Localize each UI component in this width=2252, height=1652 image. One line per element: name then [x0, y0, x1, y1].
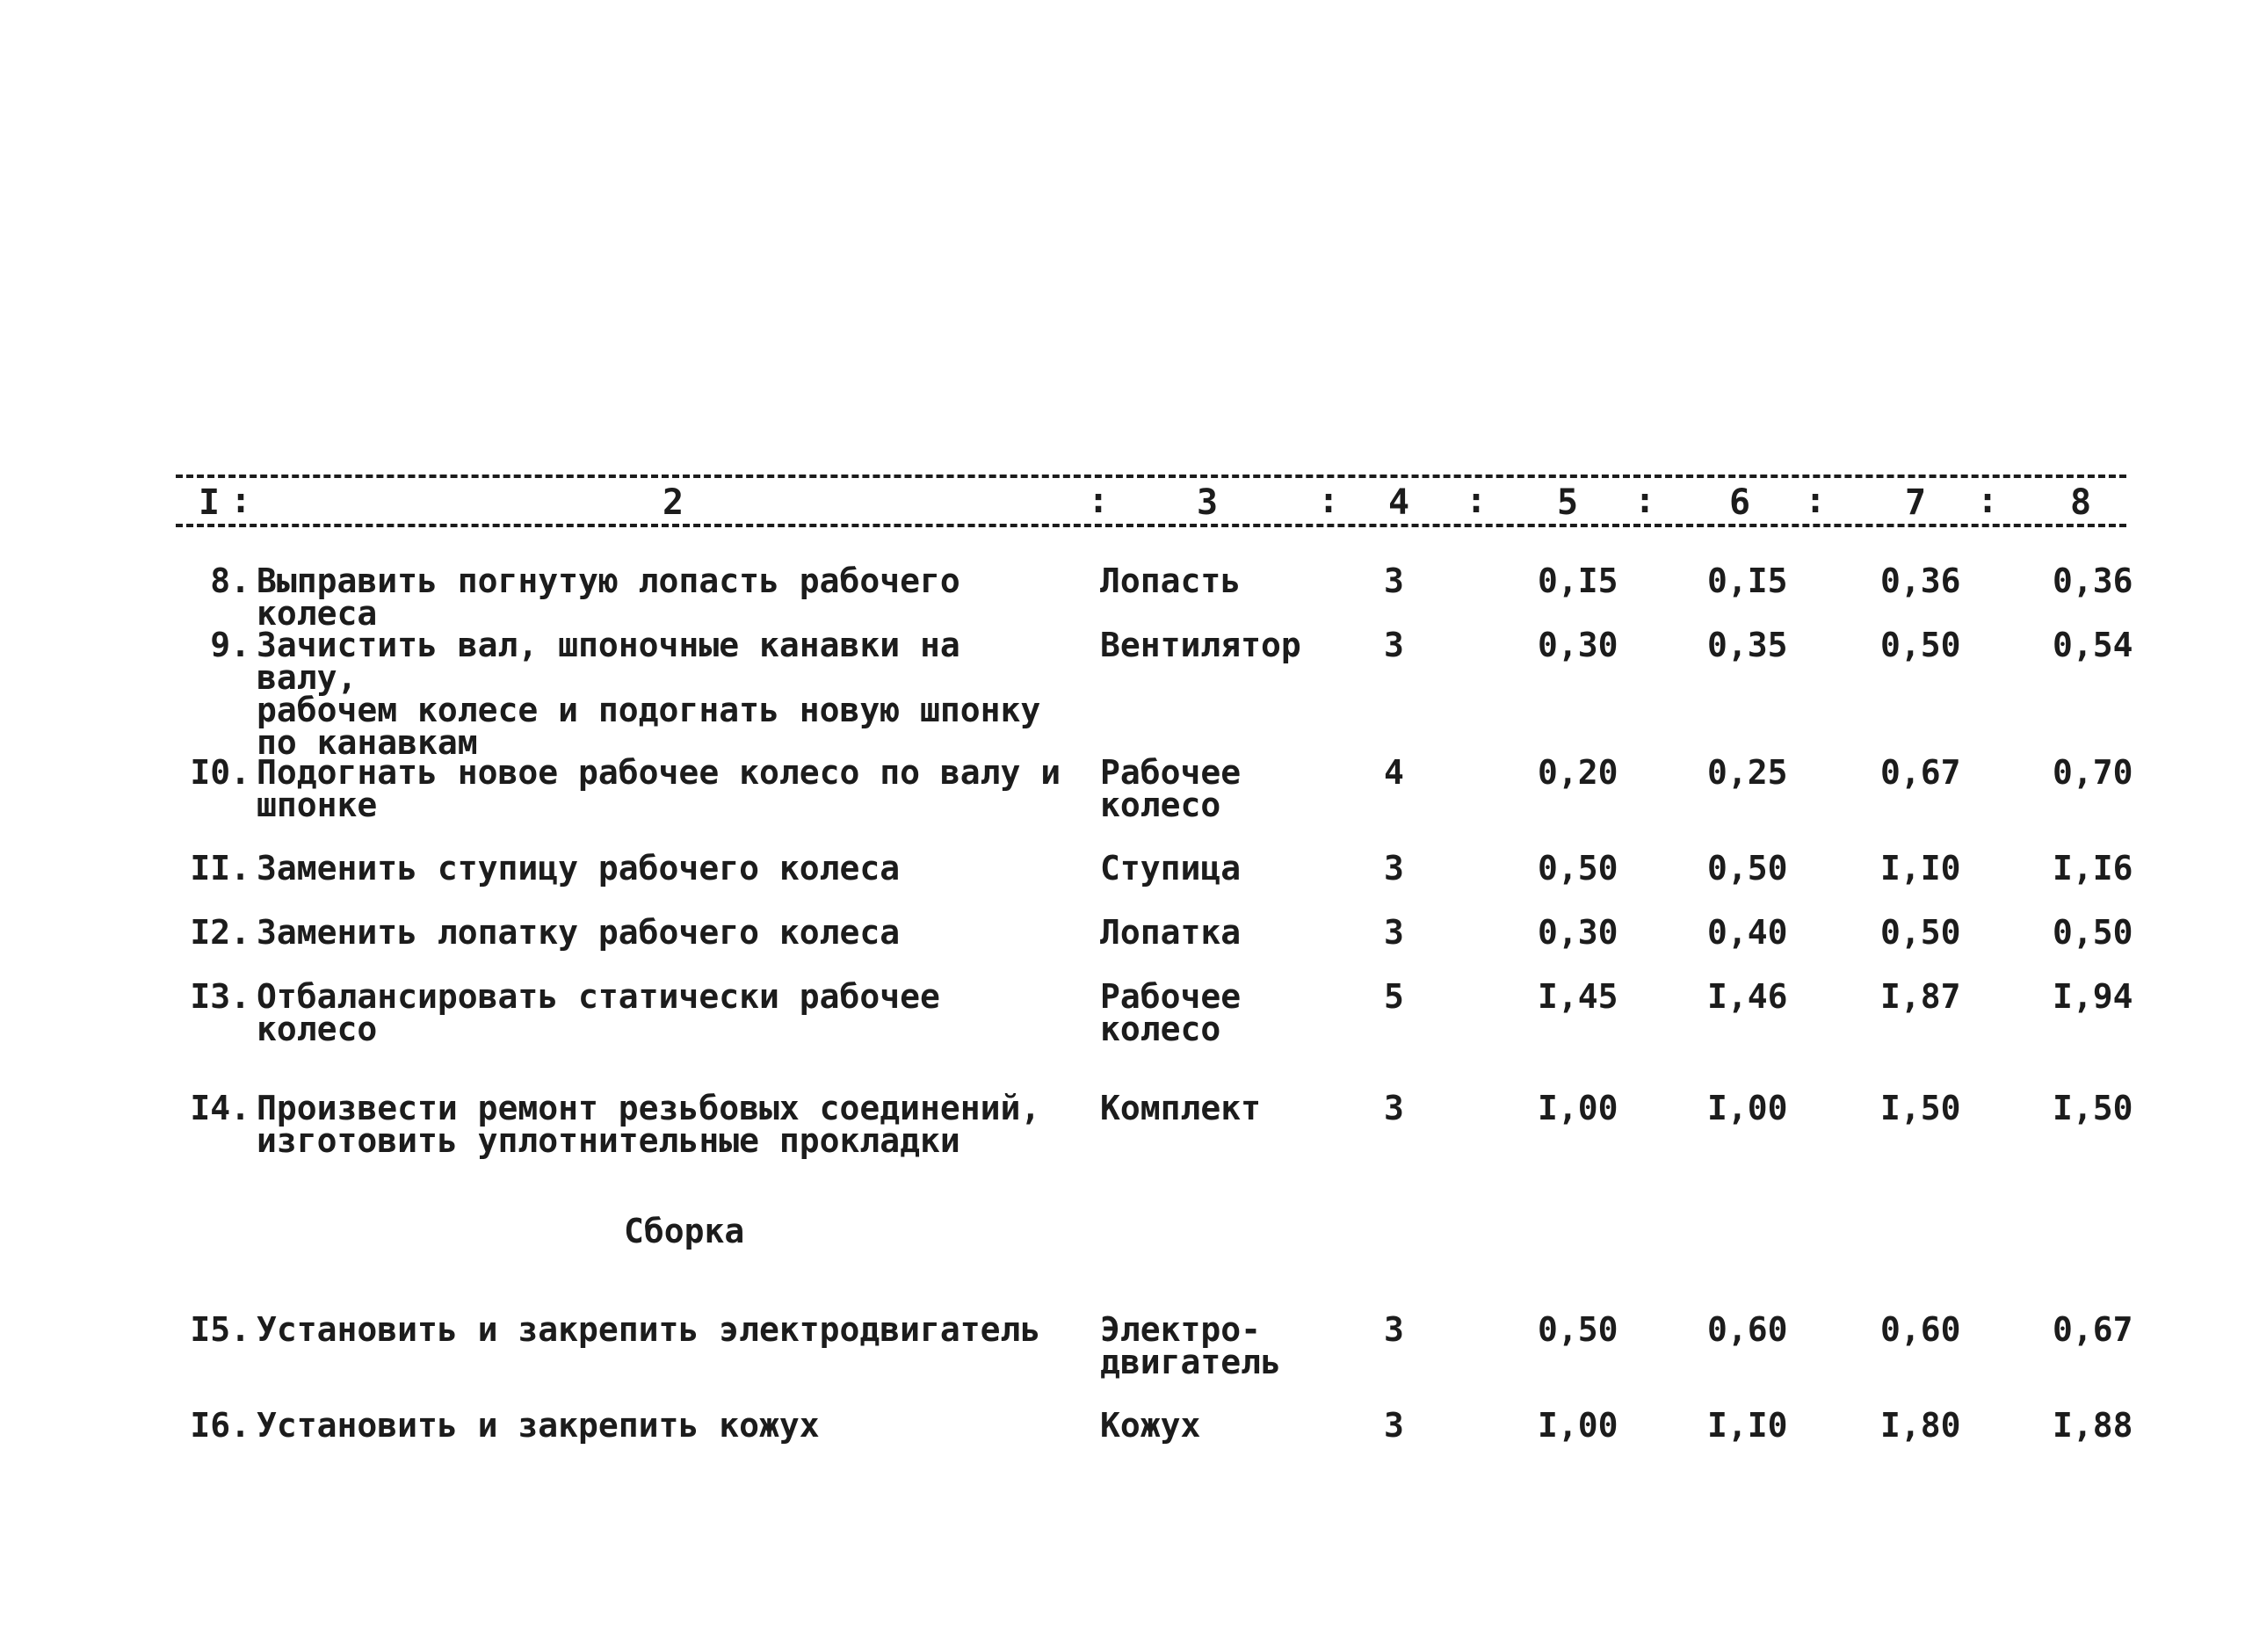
- header-top-rule: [176, 475, 2126, 478]
- cell-col6: 0,35: [1707, 626, 1788, 664]
- col-separator: :: [1466, 481, 1488, 521]
- cell-col4: 3: [1384, 626, 1404, 664]
- cell-col8: 0,54: [2053, 626, 2133, 664]
- cell-col4: 3: [1384, 562, 1404, 600]
- row-number: II.: [190, 849, 250, 888]
- cell-col6: I,I0: [1707, 1406, 1788, 1445]
- cell-col7: I,50: [1880, 1089, 1961, 1127]
- operation-text: Отбалансировать статически рабочее колесо: [257, 977, 940, 1048]
- cell-col6: 0,40: [1707, 913, 1788, 952]
- unit-text: Ступица: [1100, 849, 1242, 888]
- cell-col8: I,94: [2053, 977, 2133, 1016]
- row-number: 9.: [210, 626, 250, 664]
- row-number: I0.: [190, 753, 250, 792]
- header-bottom-rule: [176, 524, 2126, 527]
- cell-col5: 0,30: [1538, 913, 1618, 952]
- cell-col7: 0,36: [1880, 562, 1961, 600]
- operation-text: Заменить лопатку рабочего колеса: [257, 913, 901, 952]
- cell-col5: 0,50: [1538, 1310, 1618, 1349]
- col-separator: :: [1805, 481, 1827, 521]
- unit-text: Кожух: [1100, 1406, 1201, 1445]
- cell-col8: 0,67: [2053, 1310, 2133, 1349]
- cell-col5: 0,30: [1538, 626, 1618, 664]
- unit-text: Рабочее колесо: [1100, 753, 1242, 824]
- cell-col7: I,87: [1880, 977, 1961, 1016]
- row-number: 8.: [210, 562, 250, 600]
- row-number: I5.: [190, 1310, 250, 1349]
- cell-col8: 0,36: [2053, 562, 2133, 600]
- col-separator: :: [1634, 481, 1656, 521]
- row-number: I4.: [190, 1089, 250, 1127]
- unit-text: Лопатка: [1100, 913, 1242, 952]
- col-header-2: 2: [663, 482, 684, 523]
- unit-text: Вентилятор: [1100, 626, 1301, 664]
- row-number: I6.: [190, 1406, 250, 1445]
- cell-col6: 0,I5: [1707, 562, 1788, 600]
- cell-col4: 4: [1384, 753, 1404, 792]
- row-number: I3.: [190, 977, 250, 1016]
- col-header-8: 8: [2070, 482, 2092, 523]
- cell-col8: I,I6: [2053, 849, 2133, 888]
- cell-col4: 3: [1384, 1310, 1404, 1349]
- col-header-3: 3: [1197, 482, 1219, 523]
- cell-col7: 0,50: [1880, 913, 1961, 952]
- cell-col7: I,80: [1880, 1406, 1961, 1445]
- cell-col4: 3: [1384, 1089, 1404, 1127]
- cell-col4: 3: [1384, 913, 1404, 952]
- cell-col6: 0,60: [1707, 1310, 1788, 1349]
- cell-col5: 0,I5: [1538, 562, 1618, 600]
- unit-text: Электро- двигатель: [1100, 1310, 1281, 1381]
- cell-col8: I,88: [2053, 1406, 2133, 1445]
- operation-text: Подогнать новое рабочее колесо по валу и шпонке: [257, 753, 1061, 824]
- cell-col5: I,45: [1538, 977, 1618, 1016]
- cell-col7: I,I0: [1880, 849, 1961, 888]
- operation-text: Произвести ремонт резьбовых соединений, изготовить уплотнительные прокладки: [257, 1089, 1041, 1160]
- unit-text: Лопасть: [1100, 562, 1242, 600]
- col-header-1: I: [199, 482, 221, 523]
- cell-col4: 3: [1384, 849, 1404, 888]
- cell-col5: 0,20: [1538, 753, 1618, 792]
- cell-col6: 0,50: [1707, 849, 1788, 888]
- col-separator: :: [1977, 481, 1999, 521]
- cell-col8: I,50: [2053, 1089, 2133, 1127]
- cell-col7: 0,60: [1880, 1310, 1961, 1349]
- cell-col6: I,00: [1707, 1089, 1788, 1127]
- cell-col4: 3: [1384, 1406, 1404, 1445]
- cell-col5: 0,50: [1538, 849, 1618, 888]
- col-header-6: 6: [1729, 482, 1751, 523]
- col-separator: :: [1318, 481, 1340, 521]
- operation-text: Выправить погнутую лопасть рабочего колеса: [257, 562, 960, 633]
- operation-text: Зачистить вал, шпоночные канавки на валу, рабочем колесе и подогнать новую шпонку по канавкам: [257, 626, 1041, 762]
- operation-text: Установить и закрепить кожух: [257, 1406, 820, 1445]
- col-header-7: 7: [1905, 482, 1927, 523]
- operation-text: Заменить ступицу рабочего колеса: [257, 849, 901, 888]
- unit-text: Комплект: [1100, 1089, 1262, 1127]
- col-header-4: 4: [1388, 482, 1410, 523]
- cell-col7: 0,50: [1880, 626, 1961, 664]
- unit-text: Рабочее колесо: [1100, 977, 1242, 1048]
- cell-col8: 0,70: [2053, 753, 2133, 792]
- cell-col5: I,00: [1538, 1406, 1618, 1445]
- operation-text: Установить и закрепить электродвигатель: [257, 1310, 1041, 1349]
- col-header-5: 5: [1557, 482, 1579, 523]
- col-separator: :: [230, 481, 252, 521]
- cell-col6: 0,25: [1707, 753, 1788, 792]
- cell-col4: 5: [1384, 977, 1404, 1016]
- section-title: Сборка: [624, 1212, 745, 1250]
- cell-col7: 0,67: [1880, 753, 1961, 792]
- cell-col8: 0,50: [2053, 913, 2133, 952]
- cell-col5: I,00: [1538, 1089, 1618, 1127]
- row-number: I2.: [190, 913, 250, 952]
- col-separator: :: [1088, 481, 1110, 521]
- cell-col6: I,46: [1707, 977, 1788, 1016]
